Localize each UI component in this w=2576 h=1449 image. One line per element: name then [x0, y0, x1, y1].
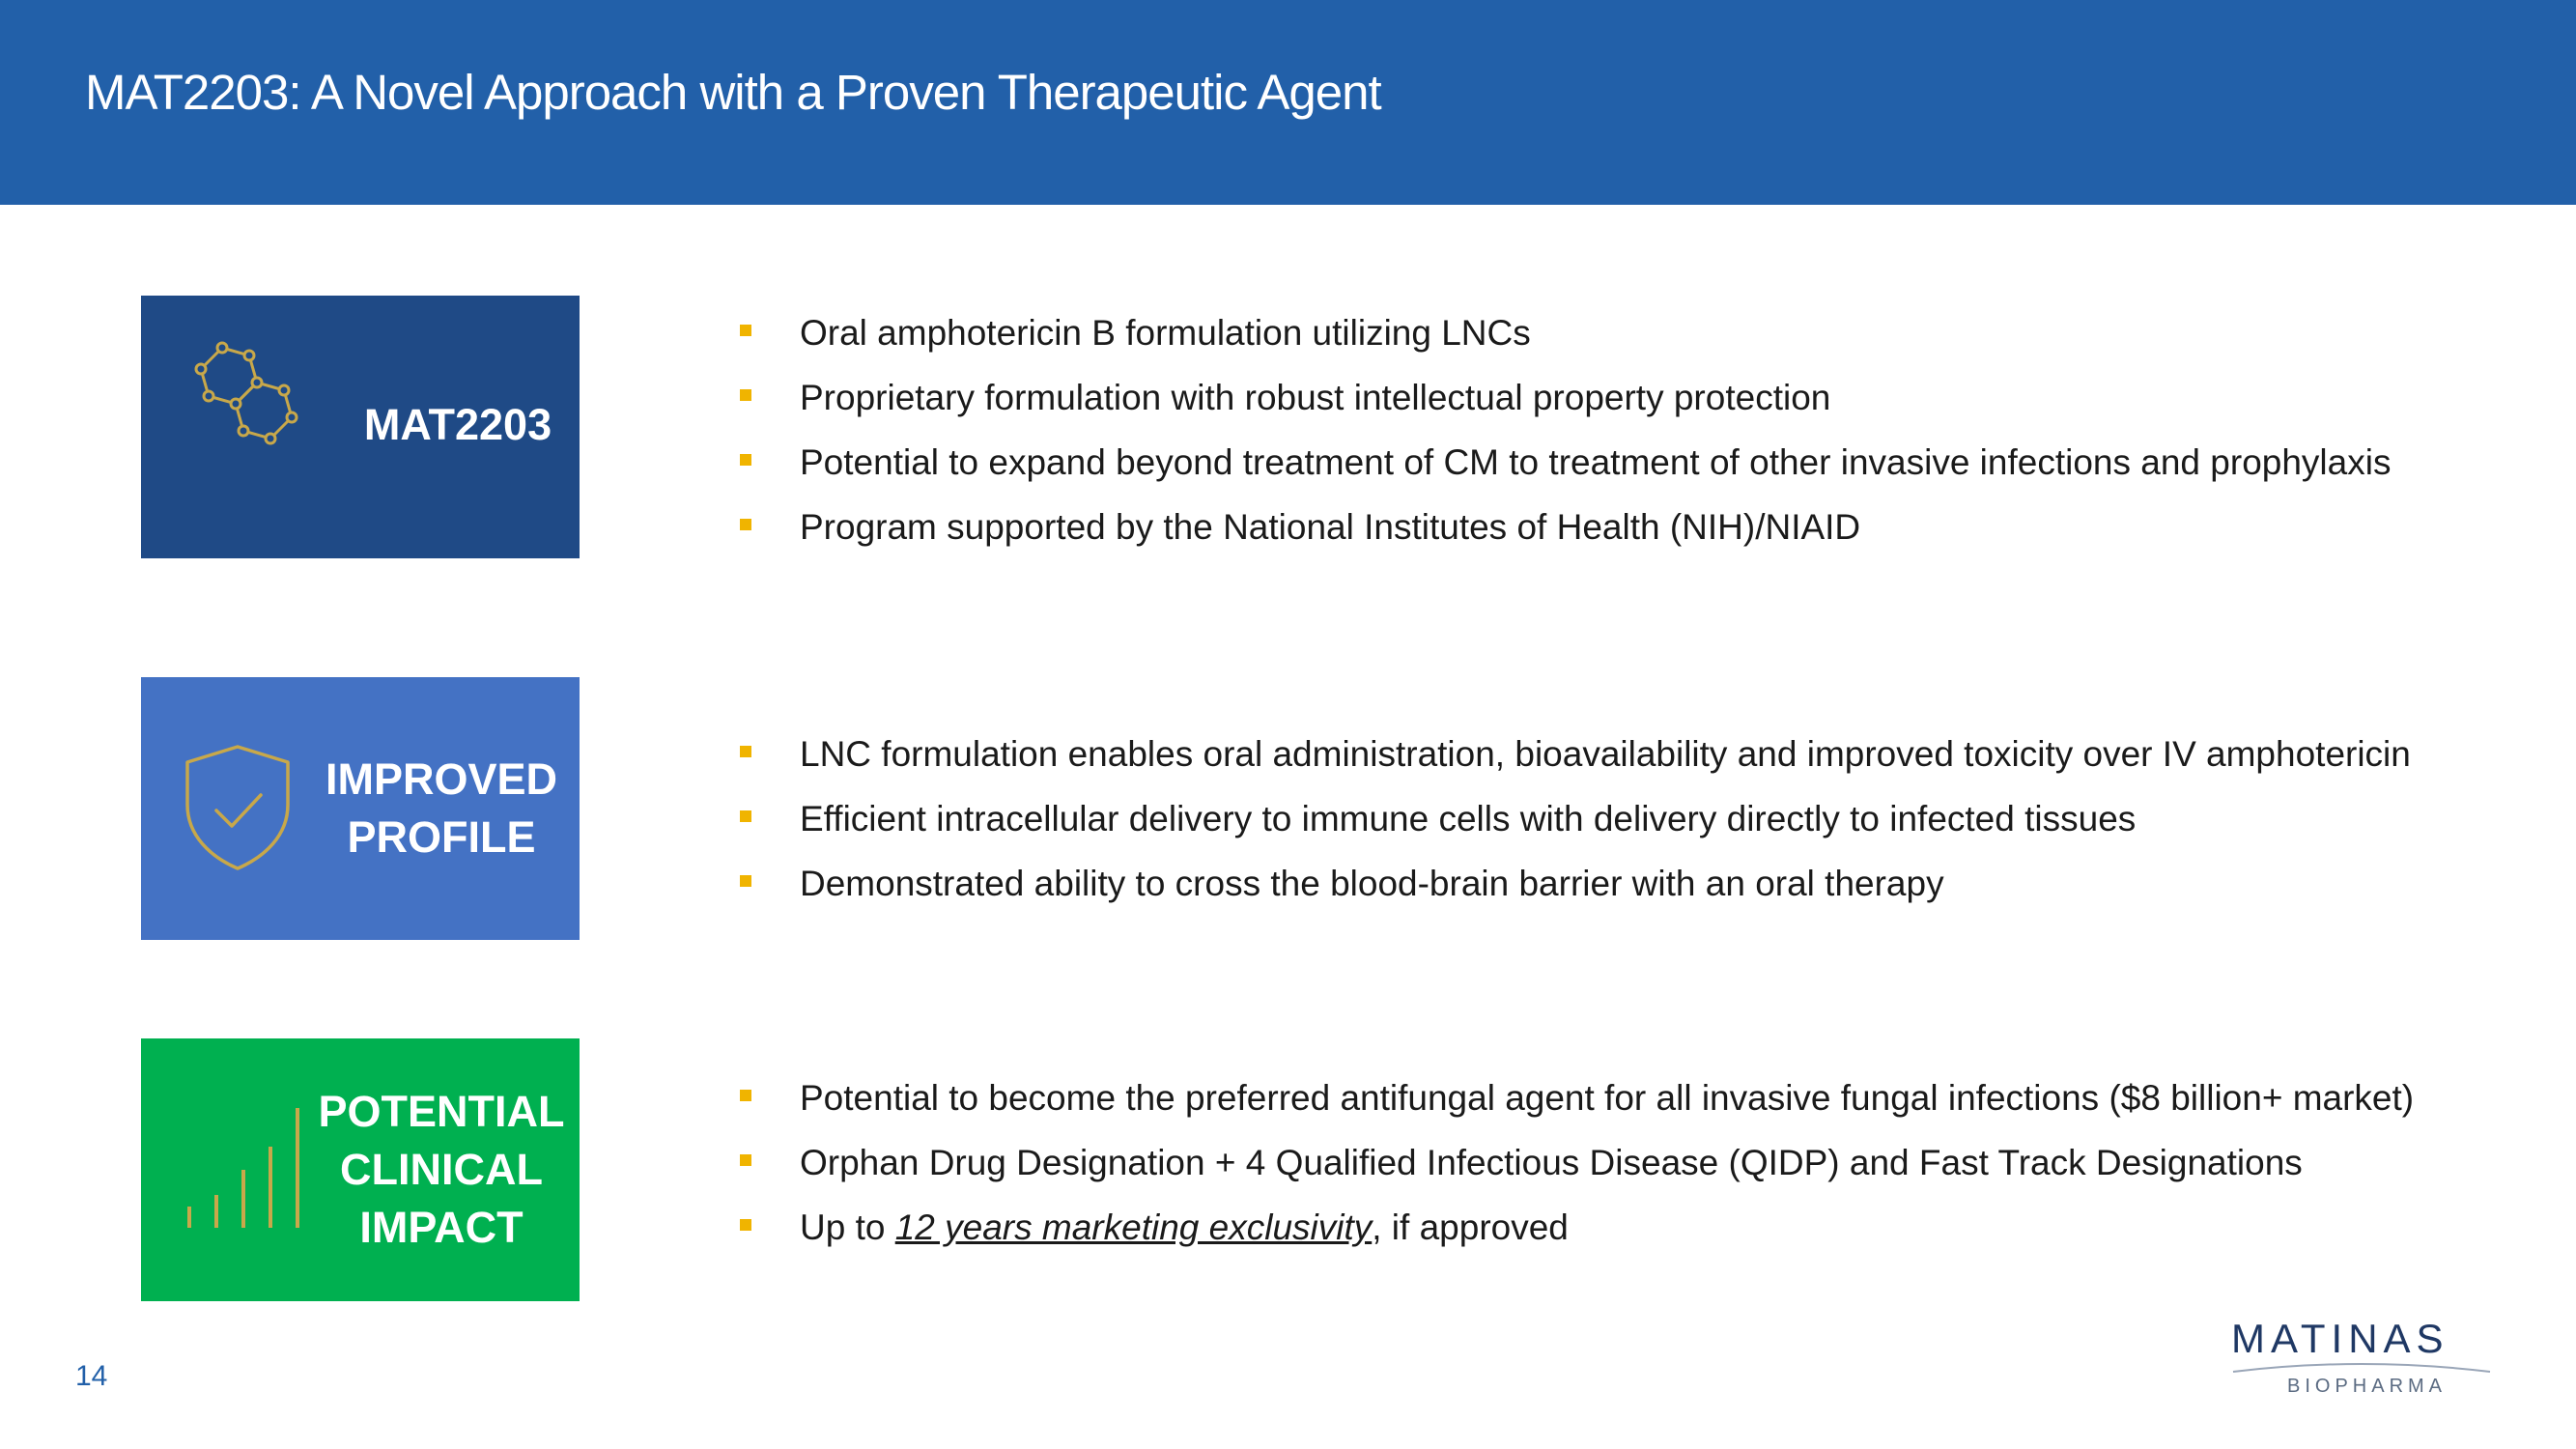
header-bar [0, 0, 2576, 205]
logo-subtitle: BIOPHARMA [2287, 1376, 2448, 1397]
bullet-marker [740, 1090, 751, 1101]
logo-swoosh-icon [2231, 1358, 2492, 1378]
list-item: Efficient intracellular delivery to immune cells with delivery directly to infected tissues [740, 793, 2411, 858]
list-item: Proprietary formulation with robust intellectual property protection [740, 372, 2391, 437]
list-item: Potential to become the preferred antifungal agent for all invasive fungal infections ($8 billion+ market) [740, 1072, 2414, 1137]
bullet-marker [740, 1154, 751, 1166]
list-item: Up to 12 years marketing exclusivity, if approved [740, 1202, 2414, 1266]
matinas-logo [2222, 1316, 2502, 1412]
shield-check-icon [180, 741, 296, 876]
bullet-marker [740, 389, 751, 401]
bar-growth-icon [184, 1102, 299, 1237]
bullet-marker [740, 519, 751, 530]
list-item: Program supported by the National Institutes of Health (NIH)/NIAID [740, 501, 2391, 566]
bullet-marker [740, 1219, 751, 1231]
list-item: Orphan Drug Designation + 4 Qualified Infectious Disease (QIDP) and Fast Track Designations [740, 1137, 2414, 1202]
page-number: 14 [75, 1360, 108, 1392]
molecule-icon [182, 340, 326, 485]
bullet-marker [740, 325, 751, 336]
list-item: Potential to expand beyond treatment of CM to treatment of other invasive infections and prophylaxis [740, 437, 2391, 501]
slide-title: MAT2203: A Novel Approach with a Proven Therapeutic Agent [85, 65, 1381, 120]
mat2203-box [141, 296, 580, 558]
bullet-marker [740, 875, 751, 887]
logo-name: MATINAS [2231, 1316, 2449, 1361]
mat2203-bullet-list [740, 307, 2391, 566]
clinical-impact-box [141, 1038, 580, 1301]
improved-profile-label: IMPROVED PROFILE [325, 754, 558, 862]
list-item: LNC formulation enables oral administration, bioavailability and improved toxicity over IV amphotericin [740, 728, 2411, 793]
mat2203-label: MAT2203 [363, 400, 552, 449]
improved-profile-box [141, 677, 580, 940]
bullet-marker [740, 746, 751, 757]
bullet-marker [740, 454, 751, 466]
clinical-impact-label: POTENTIAL CLINICAL IMPACT [318, 1087, 565, 1252]
list-item: Demonstrated ability to cross the blood-brain barrier with an oral therapy [740, 858, 2411, 923]
clinical-impact-bullet-list [740, 1072, 2414, 1266]
exclusivity-emphasis: 12 years marketing exclusivity [894, 1208, 1373, 1247]
bullet-marker [740, 810, 751, 822]
improved-profile-bullet-list [740, 728, 2411, 923]
list-item: Oral amphotericin B formulation utilizing LNCs [740, 307, 2391, 372]
